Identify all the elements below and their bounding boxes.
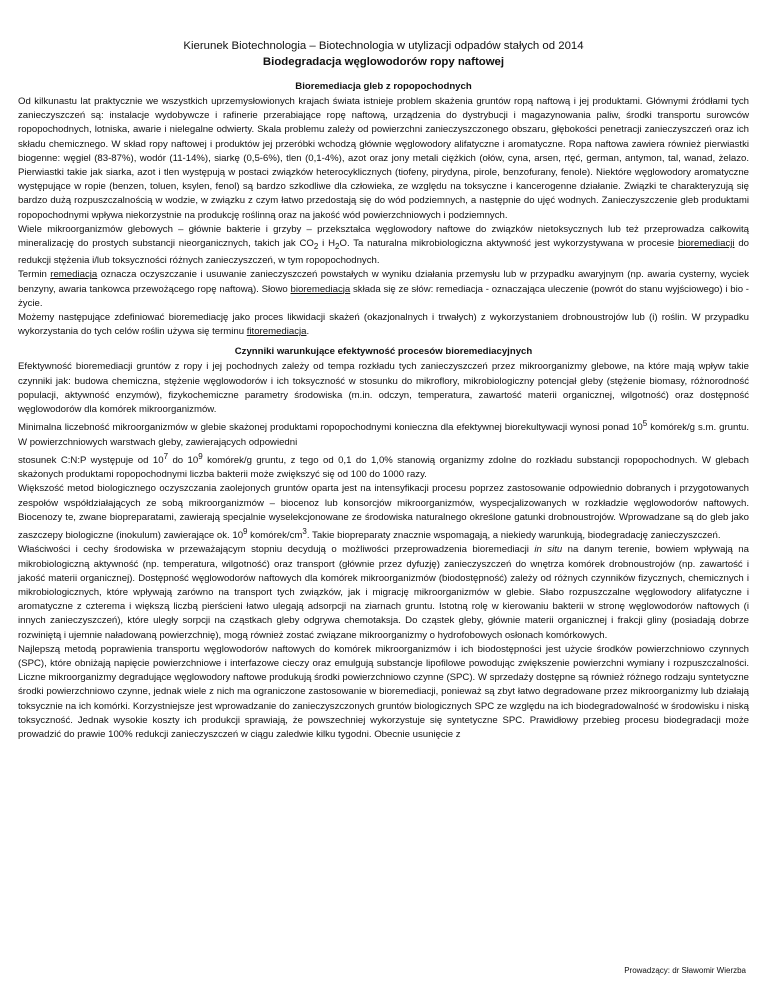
document-title: Kierunek Biotechnologia – Biotechnologia w utylizacji odpadów stałych od 2014	[183, 40, 584, 52]
document-header	[18, 38, 749, 70]
term-bioremediacji: bioremediacji	[678, 238, 735, 250]
paragraph-intro: Od kilkunastu lat praktycznie we wszystkich uprzemysłowionych krajach świata istnieje problem skażenia gruntów ropą naftową i jej produktami. Głównymi źródłami tych zanieczyszczeń są: instalacje wydobywcze i rafinerie przerabiające ropę naftową, urządzenia do dystrybucji i magazynowania paliw, środki transportu surowców ropopochodnych, lotniska, awarie i nielegalne odwierty. Skala problemu zależy od powierzchni zanieczyszczonego obszaru, głębokości penetracji zanieczyszczeń oraz ich składu chemicznego. W skład ropy naftowej i produktów jej przeróbki wchodzą głównie węglowodory alifatyczne i aromatyczne. Ropa naftowa zawiera również pierwiastki biogenne: węgiel (83-87%), wodór (11-14%), siarkę (0,5-6%), tlen (0,1-4%), azot oraz jony metali ciężkich (ołów, cyna, arsen, rtęć, german, antymon, tal, wanad, żelazo. Pierwiastki takie jak siarka, azot i tlen występują w postaci związków heterocyklicznych (tiofeny, pirydyna, pirole, benzofurany, fenole). Niektóre węglowodory aromatyczne występujące w ropie (benzen, toluen, ksylen, fenol) są bardzo szkodliwe dla człowieka, ze względu na toksyczne i kancerogenne działanie. Związki te charakteryzują się bardzo dużą rozpuszczalnością w wodzie, w związku z czym łatwo przedostają się do wód podziemnych, a następnie do ujęć wodnych. Zanieczyszczenie gleb produktami ropopochodnymi wpływa niekorzystnie na produkcję roślinną oraz na jakość wód powierzchniowych i podziemnych.	[18, 96, 749, 221]
document-page	[18, 38, 749, 742]
paragraph-microorganisms: Wiele mikroorganizmów glebowych – głównie bakterie i grzyby – przekształca węglowodory naftowe do związków nietoksycznych lub też przeprowadza całkowitą mineralizację do prostych substancji nieorganicznych, takich jak $CO_2$ i $H_2O$. Ta naturalna mikrobiologiczna aktywność jest wykorzystywana w procesie bioremediacji do redukcji stężenia i/lub toksyczności różnych zanieczyszczeń, w tym ropopochodnych.	[18, 223, 750, 267]
document-subtitle: Biodegradacja węglowodorów ropy naftowej	[262, 56, 505, 68]
paragraph-cnp-ratio: stosunek C:N:P występuje od $10^7$ do $10^9$ komórek/g gruntu, z tego od 0,1 do 1,0% stanowią organizmy zdolne do rozkładu substancji ropopochodnych. W glebach skażonych produktami ropopochodnymi liczba bakterii może zwiększyć się od 100 do 1000 razy.	[18, 451, 749, 481]
paragraph-biopreparations: Większość metod biologicznego oczyszczania zaolejonych gruntów oparta jest na intensyfikacji procesu poprzez zastosowanie odpowiednio dobranych i przygotowanych zespołów współdziałających ze sobą mikroorganizmów – biocenoz lub konsorcjów mikroorganizmów, wyspecjalizowanych w rozkładzie węglowodorów naftowych. Biocenozy te, zwane biopreparatami, zawierają specjalnie wyselekcjonowane ze środowiska naturalnego określone gatunki drobnoustrojów. Wprowadzane są do gleb jako zaszczepy biologiczne (inokulum) zawierające ok. $10^9$ komórek/$cm^3$. Takie biopreparaty znacznie wspomagają, a niekiedy warunkują, biodegradację zanieczyszczeń.	[18, 483, 749, 542]
paragraph-in-situ: Właściwości i cechy środowiska w przeważającym stopniu decydują o możliwości przeprowadzenia bioremediacji in situ na danym terenie, bowiem wpływają na mikrobiologiczną aktywność (np. temperatura, wilgotność) oraz transport (głównie przez dyfuzję) zanieczyszczeń do wnętrza komórek drobnoustrojów (np. zawartość i jakość materii organicznej). Dostępność węglowodorów naftowych dla komórek mikroorganizmów (biodostępność) zależy od różnych czynników fizycznych, chemicznych i mikrobiologicznych, które wpływają zarówno na transport tych związków, jak i migrację mikroorganizmów w glebie. Słabo rozpuszczalne węglowodory alifatyczne i aromatyczne z czterema i większą liczbą pierścieni łatwo ulegają adsorpcji na ziarnach gruntu. Istotną rolę w kierowaniu bakterii w stronę węglowodorów naftowych (i innych zanieczyszczeń), które uległy sorpcji na cząstkach gleby odgrywa chemotaksja. Do cząstek gleby, głównie materii organicznej i frakcji gliny (posiadają dobrze rozwiniętą i ujemnie naładowaną powierzchnię), mogą również zostać związane mikroorganizmy o hydrofobowych osłonach komórkowych.	[18, 544, 749, 641]
paragraph-remediation-term: Termin remediacja oznacza oczyszczanie i usuwanie zanieczyszczeń powstałych w wyniku działania przemysłu lub w przypadku awaryjnym (np. awaria cysterny, wyciek benzyny, awaria tankowca przewożącego ropę naftową). Słowo bioremediacja składa się ze słów: remediacja - oznaczająca uleczenie (powrót do stanu wyjściowego) i bio - życie.	[18, 269, 749, 309]
paragraph-definition: Możemy następujące zdefiniować bioremediację jako proces likwidacji skażeń (okazjonalnych i trwałych) z wykorzystaniem drobnoustrojów lub (i) roślin. W przypadku wykorzystania do tych celów roślin używa się terminu fitoremediacja.	[18, 311, 749, 338]
paragraph-efficiency: Efektywność bioremediacji gruntów z ropy i jej pochodnych zależy od tempa rozkładu tych zanieczyszczeń przez mikroorganizmy glebowe, na które mają wpływ takie czynniki jak: budowa chemiczna, stężenie węglowodorów i ich toksyczność w stosunku do mikroflory, mikrobiologiczny potencjał gleby (stężenie biomasy, różnorodność populacji, aktywność enzymów), fizykochemiczne parametry środowiska (m.in. odczyn, temperatura, zawartość materii organicznej, wilgotność) oraz dostępność węglowodorów dla komórek mikroorganizmów.	[18, 361, 749, 415]
paragraph-min-count: Minimalna liczebność mikroorganizmów w glebie skażonej produktami ropopochodnymi konieczna dla efektywnej biorekultywacji wynosi ponad $10^5$ komórek/g s.m. gruntu. W powierzchniowych warstwach gleby, zawierających odpowiedni	[18, 419, 749, 448]
section-heading-factors: Czynniki warunkujące efektywność procesów bioremediacyjnych	[234, 346, 533, 358]
section-heading-bioremediacja: Bioremediacja gleb z ropopochodnych	[295, 81, 472, 92]
footer-instructor: Prowadzący: dr Sławomir Wierzba	[624, 966, 746, 975]
term-remediacja: remediacja	[50, 269, 98, 281]
paragraph-surfactants: Najlepszą metodą poprawienia transportu węglowodorów naftowych do komórek mikroorganizmów i ich biodostępności jest użycie środków powierzchniowo czynnych (SPC), które obniżają napięcie powierzchniowe i interfazowe cieczy oraz emulgują substancje lipofilowe powodując zwiększenie powierzchni wymiany i rozpuszczalności. Liczne mikroorganizmy degradujące węglowodory naftowe produkują środki powierzchniowo czynne (SPC). W sprzedaży dostępne są również różnego rodzaju syntetyczne środki powierzchniowo czynne, jednak wiele z nich ma ograniczone zastosowanie w bioremediacji, ponieważ są zbyt łatwo degradowane przez mikroorganizmy lub działają toksycznie na ich komórki. Korzystniejsze jest wprowadzanie do zanieczyszczonych gruntów biologicznych SPC ze względu na ich biodegradowalność w środowisku i niską toksyczność. Jednak wysokie koszty ich produkcji sprawiają, że powszechniej wykorzystuje się syntetyczne SPC. Prawidłowy przebieg procesu biodegradacji może prowadzić do prawie 100% redukcji zanieczyszczeń w ciągu zaledwie kilku tygodni. Obecnie usunięcie z	[18, 643, 749, 740]
term-fitoremediacja: fitoremediacja	[246, 326, 307, 338]
term-bioremediacja: bioremediacja	[290, 283, 351, 295]
